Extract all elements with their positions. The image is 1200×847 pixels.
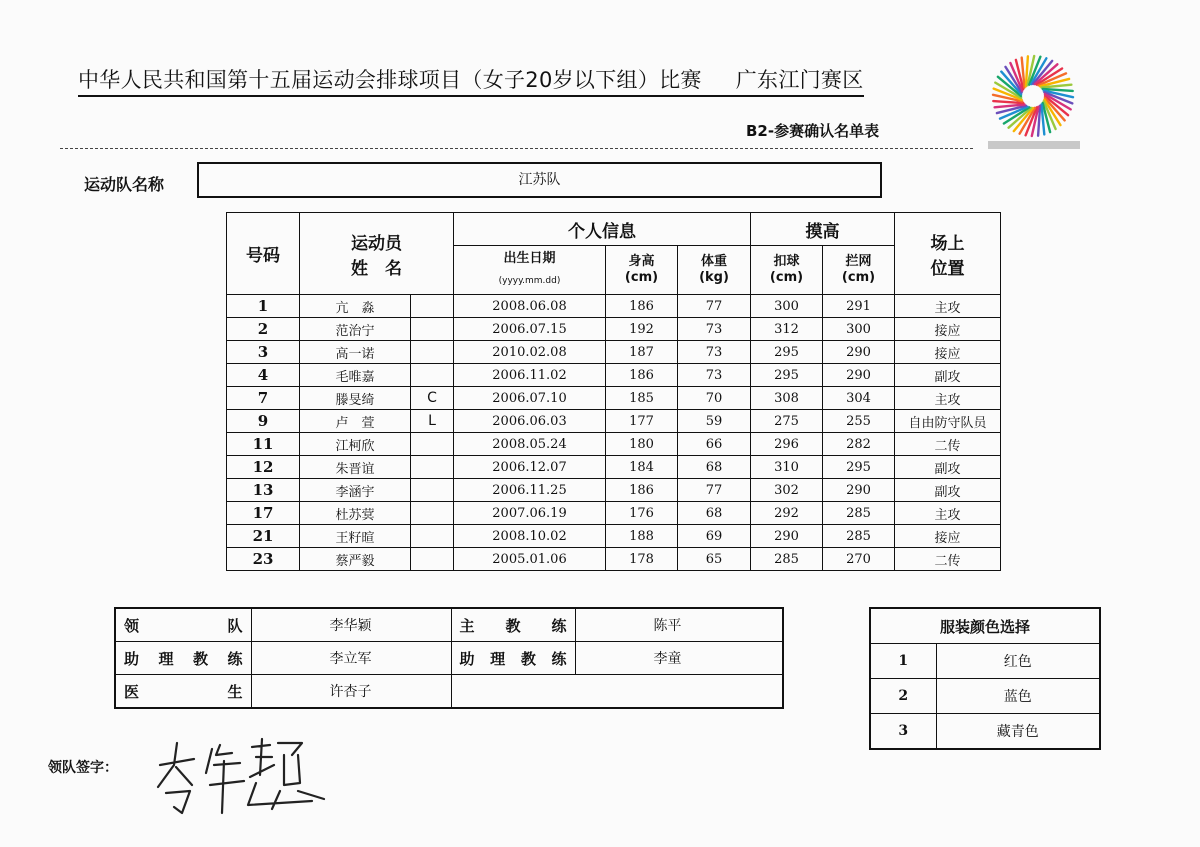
head-coach-name: 陈平 bbox=[575, 608, 783, 642]
table-row: 17 杜苏蓂 2007.06.19 176 68 292 285 主攻 bbox=[227, 502, 1001, 525]
roster-table bbox=[226, 212, 1001, 571]
table-row: 7 滕旻绮 C 2006.07.10 185 70 308 304 主攻 bbox=[227, 387, 1001, 410]
empty-cell bbox=[451, 675, 783, 709]
table-row: 2 范治宁 2006.07.15 192 73 312 300 接应 bbox=[227, 318, 1001, 341]
handwritten-signature bbox=[152, 735, 332, 820]
leader-name: 李华颖 bbox=[251, 608, 451, 642]
table-row: 4 毛唯嘉 2006.11.02 186 73 295 290 副攻 bbox=[227, 364, 1001, 387]
games-logo-icon bbox=[985, 48, 1085, 158]
table-row: 3 藏青色 bbox=[870, 714, 1100, 750]
assistant-coach-label-2: 助 理 教 练 bbox=[451, 642, 575, 675]
weight-header: 体重 (kg) bbox=[678, 246, 751, 295]
table-row: 1 红色 bbox=[870, 644, 1100, 679]
table-row: 21 王籽暄 2008.10.02 188 69 290 285 接应 bbox=[227, 525, 1001, 548]
doctor-label: 医 生 bbox=[115, 675, 251, 709]
team-name-label: 运动队名称 bbox=[84, 175, 165, 194]
uniform-color-title: 服装颜色选择 bbox=[870, 608, 1100, 644]
team-name-value: 江苏队 bbox=[197, 162, 882, 198]
table-row: 11 江柯欣 2008.05.24 180 66 296 282 二传 bbox=[227, 433, 1001, 456]
head-coach-label: 主 教 练 bbox=[451, 608, 575, 642]
staff-table bbox=[114, 607, 784, 709]
leader-label: 领 队 bbox=[115, 608, 251, 642]
table-row: 12 朱晋谊 2006.12.07 184 68 310 295 副攻 bbox=[227, 456, 1001, 479]
athlete-header: 运动员 姓 名 bbox=[300, 213, 454, 295]
signature-label: 领队签字： bbox=[48, 760, 118, 776]
block-reach-header: 拦网 (cm) bbox=[823, 246, 895, 295]
doctor-name: 许杏子 bbox=[251, 675, 451, 709]
event-title-text: 中华人民共和国第十五届运动会排球项目（女子20岁以下组）比赛 bbox=[78, 68, 702, 92]
table-row: 3 高一诺 2010.02.08 187 73 295 290 接应 bbox=[227, 341, 1001, 364]
venue-text: 广东江门赛区 bbox=[735, 68, 864, 92]
reach-header: 摸高 bbox=[751, 213, 895, 246]
table-row: 23 蔡严毅 2005.01.06 178 65 285 270 二传 bbox=[227, 548, 1001, 571]
spike-reach-header: 扣球 (cm) bbox=[751, 246, 823, 295]
height-header: 身高 (cm) bbox=[606, 246, 678, 295]
staff-row bbox=[115, 642, 783, 675]
divider bbox=[60, 148, 973, 149]
staff-row bbox=[115, 675, 783, 709]
personal-info-header: 个人信息 bbox=[454, 213, 751, 246]
assistant-coach-name-2: 李童 bbox=[575, 642, 783, 675]
uniform-color-table bbox=[869, 607, 1101, 750]
form-code: B2-参赛确认名单表 bbox=[746, 122, 880, 140]
assistant-coach-label: 助 理 教 练 bbox=[115, 642, 251, 675]
table-row: 9 卢 萱 L 2006.06.03 177 59 275 255 自由防守队员 bbox=[227, 410, 1001, 433]
number-header: 号码 bbox=[227, 213, 300, 295]
table-row: 2 蓝色 bbox=[870, 679, 1100, 714]
event-title bbox=[78, 64, 864, 97]
birth-date-header: 出生日期 (yyyy.mm.dd) bbox=[454, 246, 606, 295]
staff-row bbox=[115, 608, 783, 642]
table-row: 13 李涵宇 2006.11.25 186 77 302 290 副攻 bbox=[227, 479, 1001, 502]
position-header: 场上 位置 bbox=[895, 213, 1001, 295]
table-row: 1 亢 淼 2008.06.08 186 77 300 291 主攻 bbox=[227, 295, 1001, 318]
assistant-coach-name: 李立军 bbox=[251, 642, 451, 675]
